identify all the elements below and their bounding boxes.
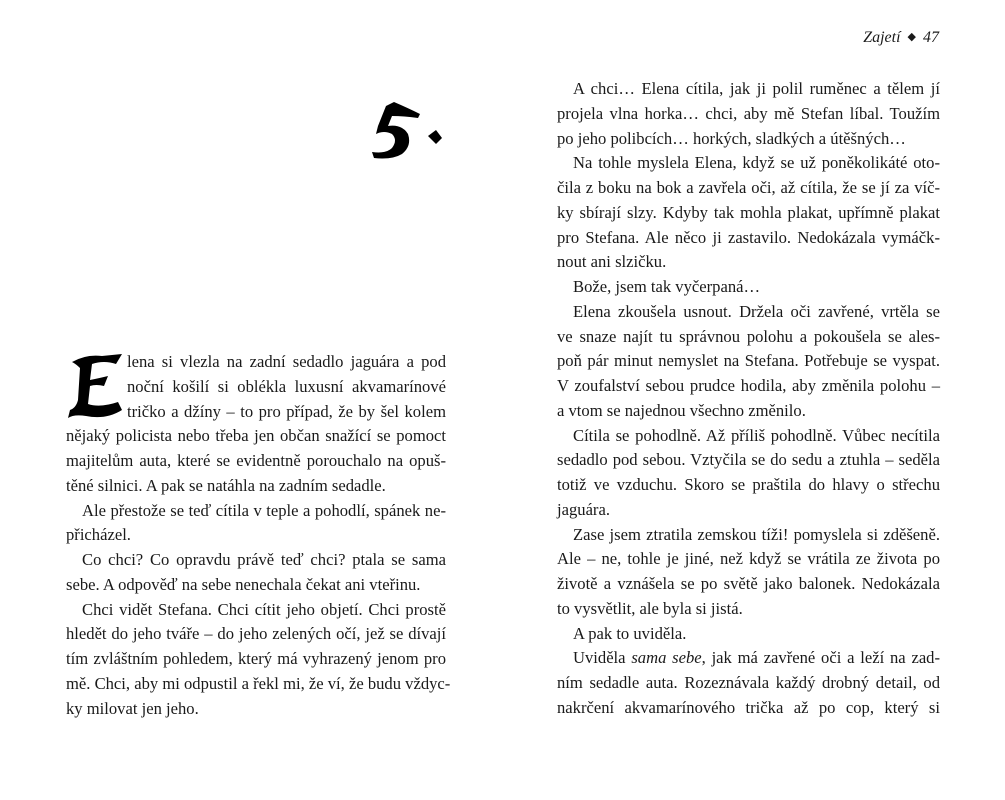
paragraph <box>66 350 446 499</box>
text-line: ve snaze najít tu správnou polohu a pokoušela se ales- <box>557 326 940 346</box>
text-line: životě a vznášela se po světě jako balonek. Nedokázala <box>557 574 940 593</box>
text-line: to vysvětlit, ale byla si jistá. <box>557 598 743 618</box>
text-line: hledět do jeho tváře – do jeho zelených očí, jež se dívají <box>66 624 446 644</box>
text-line: totiž ve vzduchu. Skoro se praštila do hlavy o střechu <box>557 475 940 494</box>
text-line: těné silnici. A pak se natáhla na zadním sedadle. <box>66 475 386 495</box>
chapter-title: Zajetí <box>863 29 901 46</box>
paragraph <box>557 646 940 720</box>
paragraph <box>557 523 940 622</box>
paragraph <box>557 151 940 275</box>
text-line: Cítila se pohodlně. Až příliš pohodlně. Vůbec necítila <box>573 425 940 445</box>
text-line: Ale přestože se teď cítila v teple a pohodlí, spánek ne- <box>82 500 446 520</box>
text-line: Bože, jsem tak vyčerpaná… <box>573 277 761 296</box>
paragraph <box>557 300 940 424</box>
chapter-number-5 <box>368 98 448 164</box>
text-line: Na tohle myslela Elena, když se už poněkolikáté oto- <box>573 153 940 173</box>
text-line: lena si vlezla na zadní sedadlo jaguára a pod <box>127 352 446 371</box>
text-line: jaguára. <box>557 499 610 519</box>
text-line: sedadlo pod sebou. Vztyčila se do sedu a ztuhla – seděla <box>557 450 940 470</box>
text-line: A pak to uviděla. <box>573 623 687 643</box>
right-page-text <box>557 77 940 721</box>
paragraph <box>66 548 446 598</box>
text-line: Zase jsem ztratila zemskou tíži! pomyslela si zděšeně. <box>573 524 940 544</box>
text-line: tím zvláštním pohledem, který má vyhrazený jenom pro <box>66 649 446 668</box>
paragraph <box>66 598 451 722</box>
text-line: nout ani slzičku. <box>557 252 667 272</box>
text-line: Chci vidět Stefana. Chci cítit jeho objetí. Chci prostě <box>82 599 446 619</box>
text-line: A chci… Elena cítila, jak ji polil ruměnec a tělem jí <box>573 79 940 98</box>
left-page-text <box>66 350 451 721</box>
text-line: mě. Chci, aby mi odpustil a řekl mi, že ví, že budu vždyc- <box>66 673 451 693</box>
running-header <box>863 29 939 47</box>
paragraph <box>557 77 940 151</box>
diamond-separator-icon: ◆ <box>907 31 916 43</box>
text-line: sebe. A odpověď na sebe nenechala čekat ani vteřinu. <box>66 574 421 594</box>
text-line: Ale – ne, tohle je jiné, než když se vrátila ze života po <box>557 549 940 569</box>
paragraph <box>557 424 940 523</box>
italic-text: sama sebe <box>631 648 702 668</box>
text-line: ky milovat jen jeho. <box>66 698 199 718</box>
text-line: a vtom se najednou všechno změnilo. <box>557 400 806 420</box>
text-segment: , jak má zavřené oči a leží na zad- <box>701 648 941 668</box>
text-line: majitelům auta, které se evidentně porouchalo na opuš- <box>66 451 446 470</box>
text-line: Elena zkoušela usnout. Držela oči zavřené, vrtěla se <box>573 301 940 321</box>
paragraph <box>557 275 940 300</box>
text-line: ním sedadle auta. Rozeznávala každý drobný detail, od <box>557 673 940 692</box>
text-line: tričko a džíny – to pro případ, že by šel kolem <box>127 401 446 421</box>
text-line: po jeho polibcích… horkých, sladkých a útěšných… <box>557 128 906 148</box>
text-line: noční košilí si oblékla luxusní akvamarínové <box>127 376 446 396</box>
text-line: pro Stefana. Ale něco ji zastavilo. Nedokázala vymáčk- <box>557 227 940 247</box>
paragraph <box>66 499 446 549</box>
text-line: nakrčení akvamarínového trička až po cop, který si <box>557 697 940 717</box>
paragraph <box>557 622 940 647</box>
text-line: nějaký policista nebo třeba jen občan snažící se pomoct <box>66 426 446 446</box>
text-line: Co chci? Co opravdu právě teď chci? ptala se sama <box>82 550 446 569</box>
text-line <box>557 646 940 671</box>
page-number: 47 <box>923 29 939 46</box>
text-line: ky sbírají slzy. Kdyby tak mohla plakat, upřímně plakat <box>557 202 940 222</box>
text-line: čila z boku na bok a zavřela oči, až cítila, že se jí za víč- <box>557 178 940 197</box>
text-line: poň pár minut nemyslet na Stefana. Potřebuje se vyspat. <box>557 351 940 371</box>
text-segment: Uviděla <box>573 648 632 668</box>
text-line: V zoufalství sebou prudce hodila, aby změnila polohu – <box>557 376 940 395</box>
text-line: přicházel. <box>66 525 131 545</box>
text-line: projela vlna horka… chci, aby mě Stefan líbal. Toužím <box>557 103 940 123</box>
